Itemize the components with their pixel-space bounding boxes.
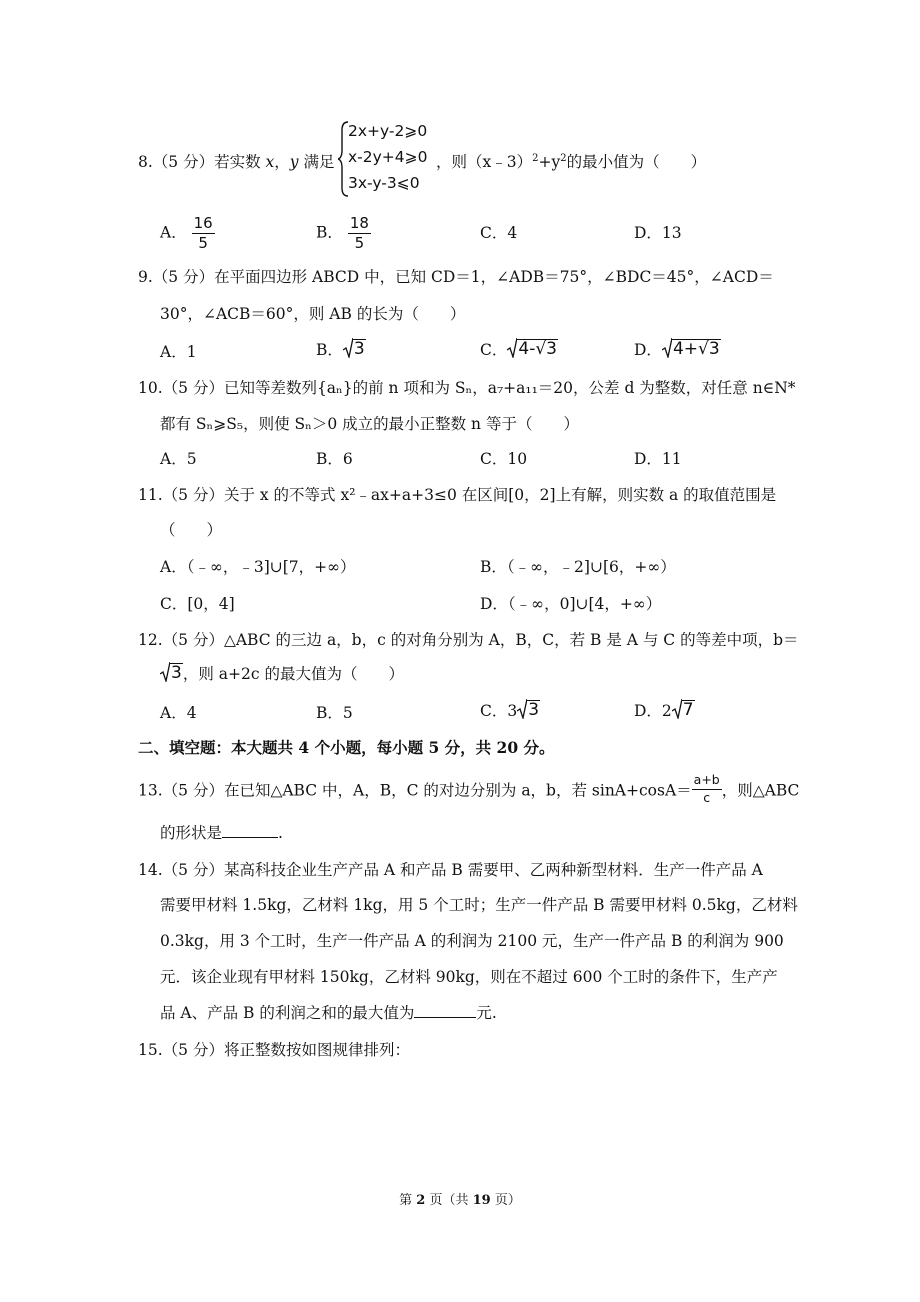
- system-line-1: 2x+y-2⩾0: [348, 122, 428, 140]
- q12-option-d: D．2 7: [634, 700, 694, 720]
- q12-line-1: 12.（5 分）△ABC 的三边 a，b，c 的对角分别为 A，B，C，若 B 是 A 与 C 的等差中项，b＝: [138, 631, 799, 649]
- q10-option-c: C．10: [480, 450, 528, 468]
- q9-option-a: A．1: [160, 343, 197, 361]
- section-heading: 二、填空题：本大题共 4 个小题，每小题 5 分，共 20 分。: [138, 738, 555, 757]
- q8-option-b: B． $\frac{18}{5}$: [316, 214, 369, 252]
- q12-line-2: 3 ，则 a+2c 的最大值为（ ）: [160, 662, 404, 684]
- page-footer: 第 2 页（共 19 页）: [399, 1193, 521, 1208]
- q13-line-2: 的形状是 .: [160, 824, 283, 842]
- q11-line-1: 11.（5 分）关于 x 的不等式 x²﹣ax+a+3≤0 在区间[0，2]上有解，则实数 a 的取值范围是: [138, 486, 777, 504]
- q14-line-3: 0.3kg，用 3 个工时，生产一件产品 A 的利润为 2100 元，生产一件产品 B 的利润为 900: [160, 932, 784, 950]
- system-line-2: x-2y+4⩾0: [348, 148, 428, 166]
- q10-option-d: D．11: [634, 450, 682, 468]
- answer-blank[interactable]: [414, 1003, 476, 1018]
- q11-option-d: D．（﹣∞，0]∪[4，+∞）: [480, 595, 662, 613]
- q11-option-c: C．[0，4]: [160, 595, 235, 613]
- q10-line-1: 10.（5 分）已知等差数列{aₙ}的前 n 项和为 Sₙ，a₇+a₁₁＝20，公差 d 为整数，对任意 n∈N*: [138, 379, 796, 397]
- system-line-3: 3x-y-3⩽0: [348, 174, 420, 192]
- q8-option-c: C．4: [480, 224, 518, 242]
- q15-line-1: 15.（5 分）将正整数按如图规律排列：: [138, 1041, 410, 1059]
- q12-option-a: A．4: [160, 704, 197, 722]
- q8-option-d: D．13: [634, 224, 682, 242]
- q13-line-1: 13.（5 分）在已知△ABC 中，A，B，C 的对边分别为 a，b，若 sinA+cosA＝ $\frac{a+b}{c}$ ，则△ABC: [138, 772, 800, 805]
- q9-option-c: C． 4-√3: [480, 339, 557, 359]
- q14-line-5: 品 A、产品 B 的利润之和的最大值为 元.: [160, 1004, 497, 1022]
- q10-option-b: B．6: [316, 450, 353, 468]
- q8-stem-tail: ，则$(x﹣3)^2+y^2$的最小值为（ ）: [436, 152, 707, 171]
- q11-line-2: （ ）: [160, 521, 223, 539]
- answer-blank[interactable]: [222, 823, 278, 838]
- q14-line-2: 需要甲材料 1.5kg，乙材料 1kg，用 5 个工时；生产一件产品 B 需要甲材料 0.5kg，乙材料: [160, 896, 798, 914]
- q11-option-b: B．（﹣∞，﹣2]∪[6，+∞）: [480, 558, 676, 576]
- q14-line-4: 元．该企业现有甲材料 150kg，乙材料 90kg，则在不超过 600 个工时的条件下，生产产: [160, 968, 778, 986]
- q9-option-b: B． 3: [316, 339, 365, 359]
- q12-option-b: B．5: [316, 704, 353, 722]
- q10-line-2: 都有 Sₙ⩾S₅，则使 Sₙ＞0 成立的最小正整数 n 等于（ ）: [160, 415, 579, 433]
- q9-line-1: 9.（5 分）在平面四边形 ABCD 中，已知 CD＝1，∠ADB＝75°，∠BDC＝45°，∠ACD＝: [138, 268, 774, 286]
- q11-option-a: A．（﹣∞，﹣3]∪[7，+∞）: [160, 558, 356, 576]
- inequality-system: [348, 118, 428, 196]
- q14-line-1: 14.（5 分）某高科技企业生产产品 A 和产品 B 需要甲、乙两种新型材料．生产一件产品 A: [138, 861, 763, 879]
- q12-option-c: C．3 3: [480, 700, 540, 720]
- q8-option-a: A． $\frac{16}{5}$: [160, 214, 213, 252]
- q9-line-2: 30°，∠ACB＝60°，则 AB 的长为（ ）: [160, 305, 466, 323]
- q8-stem: 8.（5 分）若实数 x，y 满足: [138, 153, 335, 171]
- q9-option-d: D． 4+√3: [634, 339, 720, 359]
- q10-option-a: A．5: [160, 450, 197, 468]
